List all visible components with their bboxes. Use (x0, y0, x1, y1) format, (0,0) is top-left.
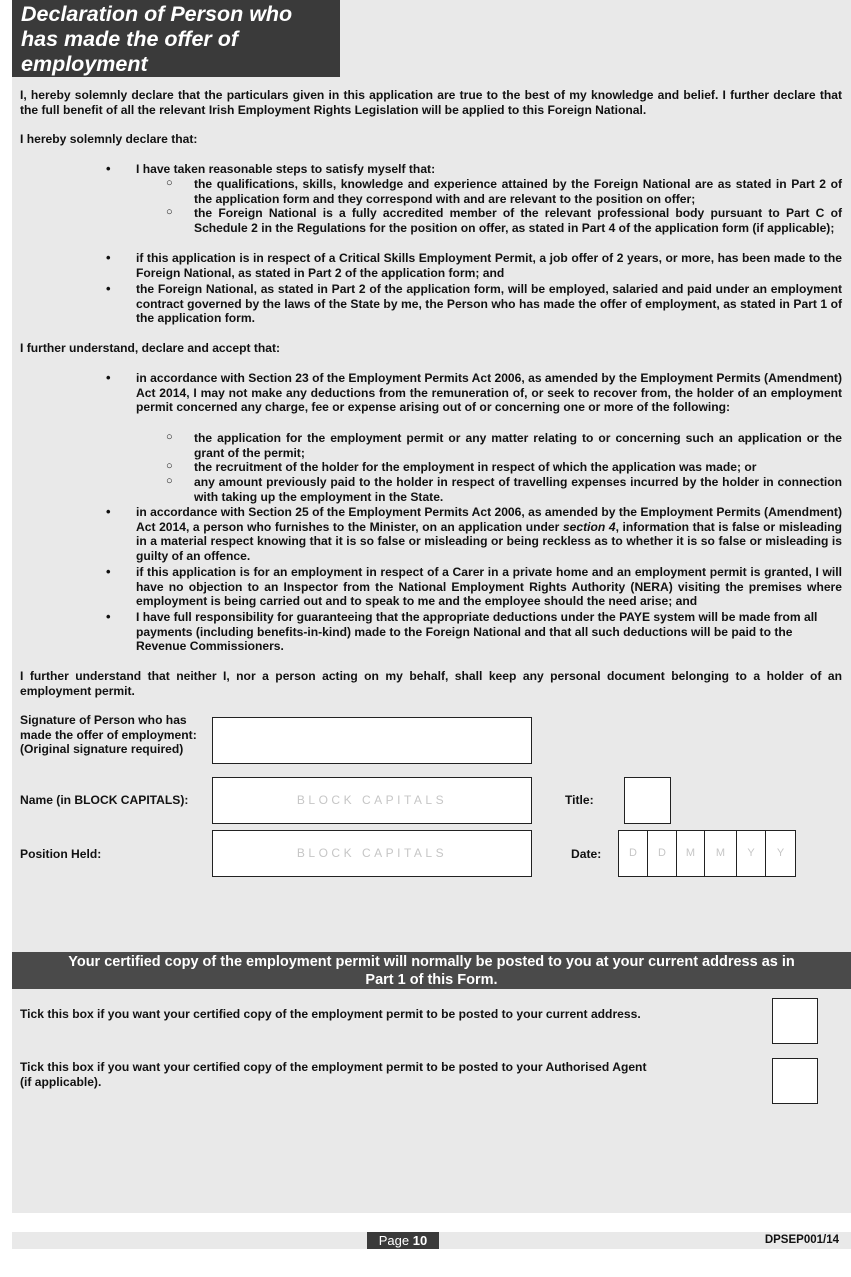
understand-subitem: any amount previously paid to the holder in respect of travelling expenses incurred by the holder in connection with taking up the employment in the State. (194, 475, 842, 504)
date-cell-year[interactable]: Y (765, 830, 796, 877)
date-label: Date: (571, 847, 602, 861)
understand-subitem: the application for the employment permit or any matter relating to or concerning such an application or the grant of the permit; (194, 431, 842, 460)
tick-agent-label-line: Tick this box if you want your certified copy of the employment permit to be posted to your Authorised Agent (20, 1060, 647, 1074)
circle-bullet-icon: ○ (166, 431, 173, 443)
position-input[interactable]: BLOCK CAPITALS (212, 830, 532, 877)
closing-statement: I further understand that neither I, nor a person acting on my behalf, shall keep any personal document belonging to a holder of an employment permit. (20, 669, 842, 698)
section-title-line: has made the offer of (21, 27, 239, 51)
title-input[interactable] (624, 777, 671, 824)
signature-note: (Original signature required) (20, 742, 184, 757)
declare-subitem: the qualifications, skills, knowledge and experience attained by the Foreign National are as stated in Part 2 of the application form and they correspond with and are relevant to the position on offer; (194, 177, 842, 206)
understand-item-tail: , information that is false or misleading in a material respect knowing that it is so false or misleading or being reckless as to whether it is so false or misleading is guilty of an offence. (136, 519, 842, 563)
form-code: DPSEP001/14 (764, 1234, 839, 1246)
understand-item: if this application is for an employment in respect of a Carer in a private home and an employment permit is granted, I will have no objection to an Inspector from the National Employment Rights Authority (NERA) visiting the premises where employment is being carried out and to speak to me and the employee should the need arise; and (136, 565, 842, 609)
bullet-icon: • (106, 609, 111, 624)
signature-label (20, 713, 208, 757)
declare-heading: I hereby solemnly declare that: (20, 132, 198, 146)
tick-agent-checkbox[interactable] (772, 1058, 818, 1104)
tick-agent-label-line: (if applicable). (20, 1074, 102, 1089)
understand-item-italic: section 4 (562, 519, 616, 534)
postage-banner-line: Your certified copy of the employment permit will normally be posted to you at your current address as in (68, 954, 795, 970)
signature-field[interactable] (212, 717, 532, 764)
understand-heading: I further understand, declare and accept that: (20, 341, 281, 355)
tick-current-address-checkbox[interactable] (772, 998, 818, 1044)
postage-banner (12, 952, 851, 989)
declare-item: the Foreign National, as stated in Part 2 of the application form, will be employed, salaried and paid under an employment contract governed by the laws of the State by me, the Person who has made the offer of employment, as stated in Part 1 of the application form. (136, 282, 842, 326)
understand-item: in accordance with Section 23 of the Employment Permits Act 2006, as amended by the Employment Permits (Amendment) Act 2014, I may not make any deductions from the remuneration of, or seek to recover from, the holder of an employment permit concerned any charge, fee or expense arising out of or concerning one or more of the following: (136, 371, 842, 415)
declare-item: I have taken reasonable steps to satisfy myself that: (136, 162, 436, 176)
section-title (12, 0, 340, 77)
signature-label-text: Signature of Person who has made the offer of employment: (20, 713, 197, 742)
postage-banner-line: Part 1 of this Form. (365, 971, 498, 988)
bullet-icon: • (106, 564, 111, 579)
understand-item-text: in accordance with Section 25 of the Employment Permits Act 2006, as amended by the Employment Permits (Amendment) Act 2014, a person who furnishes to the Minister, on an application under (136, 505, 842, 534)
section-title-line: employment (21, 52, 148, 76)
understand-subitem: the recruitment of the holder for the employment in respect of which the application was made; or (194, 460, 757, 474)
declaration-intro: I, hereby solemnly declare that the particulars given in this application are true to the best of my knowledge and belief. I further declare that the full benefit of all the relevant Irish Employment Rights Legislation will be applied to this Foreign National. (20, 88, 842, 117)
circle-bullet-icon: ○ (166, 475, 173, 487)
name-input[interactable]: BLOCK CAPITALS (212, 777, 532, 824)
date-cell-year[interactable]: Y (736, 830, 766, 877)
date-cell-month[interactable]: M (676, 830, 705, 877)
page-number-badge (367, 1232, 439, 1249)
tick-agent-label (20, 1060, 646, 1089)
title-label: Title: (565, 793, 594, 807)
bullet-icon: • (106, 281, 111, 296)
declare-subitem: the Foreign National is a fully accredited member of the relevant professional body pursuant to Part C of Schedule 2 in the Regulations for the position on offer, as stated in Part 4 of the application form (if applicable); (194, 206, 842, 235)
bullet-icon: • (106, 250, 111, 265)
tick-current-address-label: Tick this box if you want your certified copy of the employment permit to be posted to your current address. (20, 1007, 641, 1021)
bullet-icon: • (106, 504, 111, 519)
date-cell-day[interactable]: D (618, 830, 648, 877)
circle-bullet-icon: ○ (166, 177, 173, 189)
bullet-icon: • (106, 161, 111, 176)
section-title-line: Declaration of Person who (21, 2, 293, 26)
understand-item (136, 505, 842, 563)
date-cell-day[interactable]: D (647, 830, 677, 877)
bullet-icon: • (106, 370, 111, 385)
declare-item: if this application is in respect of a Critical Skills Employment Permit, a job offer of 2 years, or more, has been made to the Foreign National, as stated in Part 2 of the application form; and (136, 251, 842, 280)
circle-bullet-icon: ○ (166, 206, 173, 218)
circle-bullet-icon: ○ (166, 460, 173, 472)
page-word: Page (378, 1233, 410, 1248)
position-label: Position Held: (20, 847, 102, 861)
name-label: Name (in BLOCK CAPITALS): (20, 793, 189, 807)
page-number: 10 (412, 1233, 428, 1248)
understand-item: I have full responsibility for guaranteeing that the appropriate deductions under the PAYE system will be made from all payments (including benefits-in-kind) made to the Foreign National and that all such deductions will be paid to the Revenue Commissioners. (136, 610, 818, 654)
date-cell-month[interactable]: M (704, 830, 737, 877)
